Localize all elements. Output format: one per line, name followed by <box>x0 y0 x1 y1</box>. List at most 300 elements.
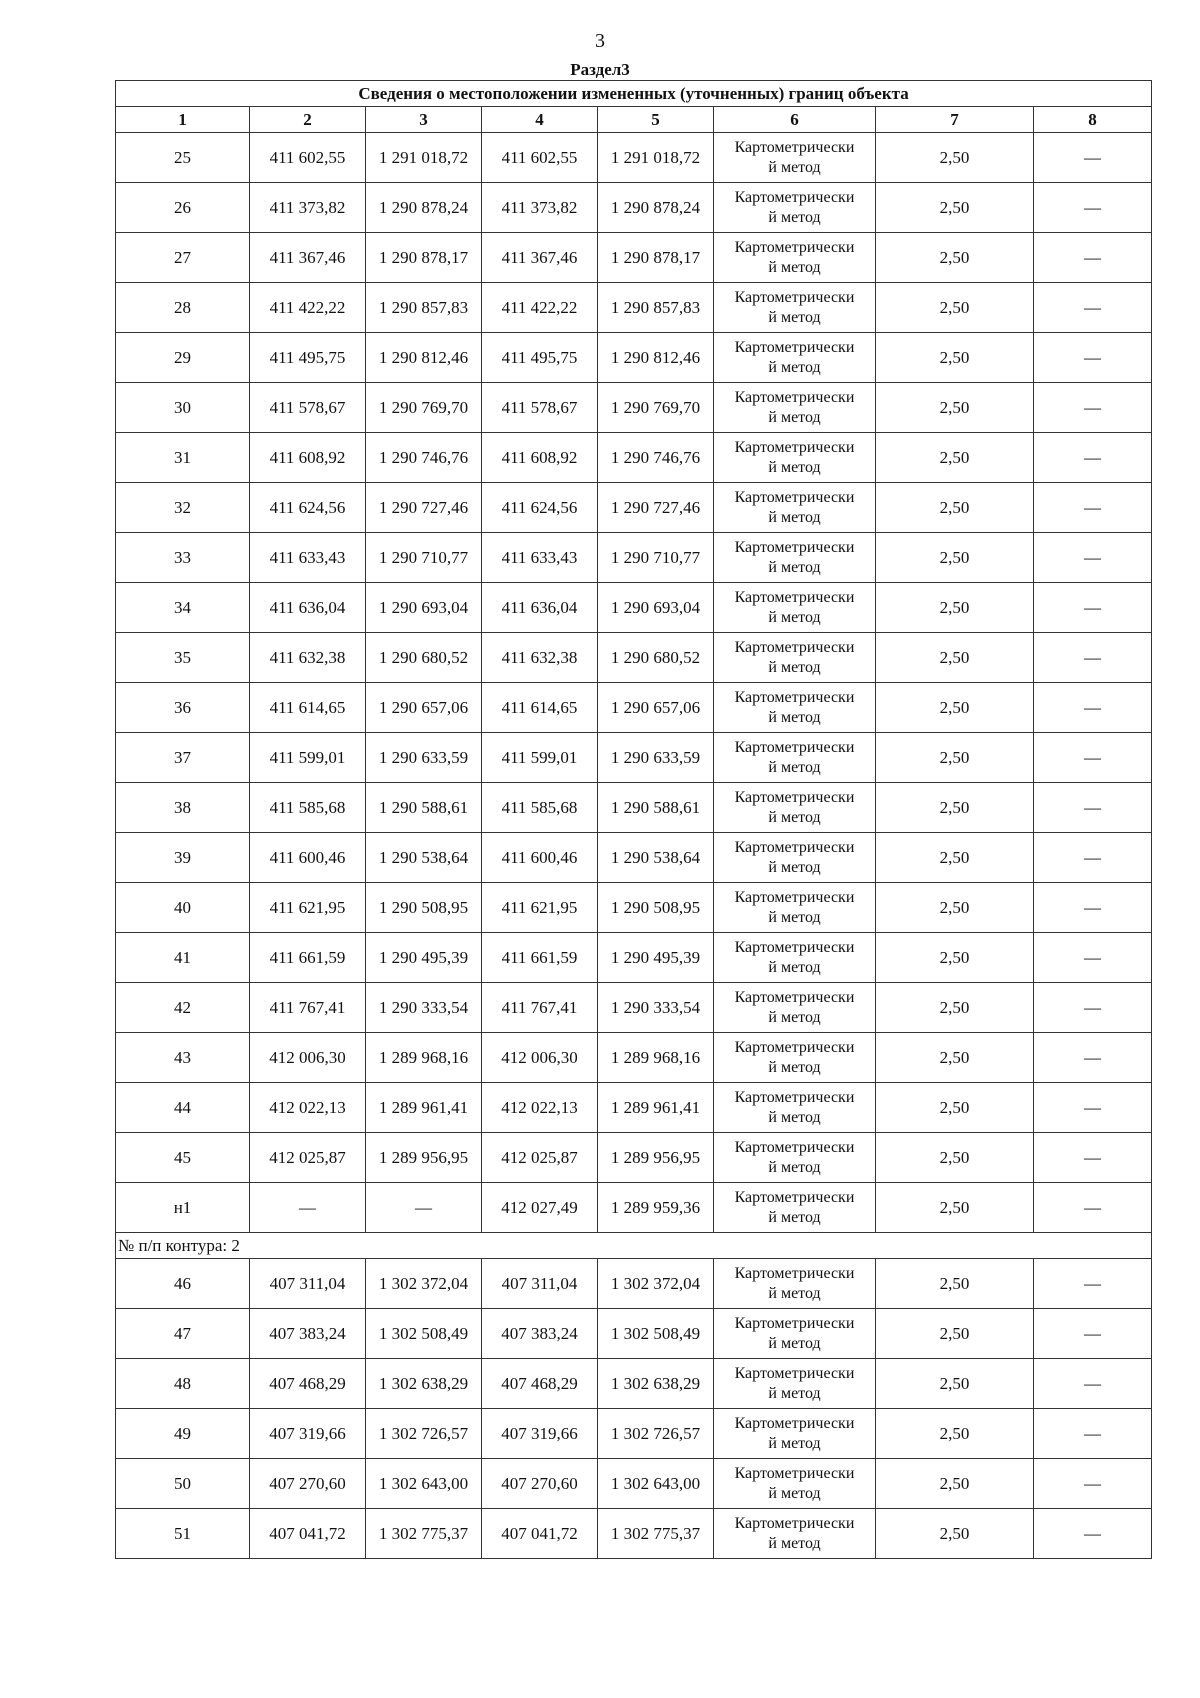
table-cell: 411 585,68 <box>250 783 366 833</box>
table-row <box>116 1183 1152 1233</box>
table-cell: 2,50 <box>876 483 1034 533</box>
method-line-2: й метод <box>768 1008 821 1026</box>
method-line-1: Картометрически <box>734 488 855 506</box>
table-cell-method <box>714 833 876 883</box>
table-cell: — <box>1034 733 1152 783</box>
table-cell: 2,50 <box>876 1359 1034 1409</box>
table-cell: 411 600,46 <box>250 833 366 883</box>
table-cell: — <box>1034 583 1152 633</box>
table-cell-method <box>714 633 876 683</box>
table-cell: 1 289 968,16 <box>366 1033 482 1083</box>
method-line-1: Картометрически <box>734 188 855 206</box>
method-line-1: Картометрически <box>734 738 855 756</box>
table-row <box>116 1459 1152 1509</box>
table-cell-method <box>714 533 876 583</box>
table-cell: 411 614,65 <box>250 683 366 733</box>
method-line-2: й метод <box>768 1484 821 1502</box>
table-cell: 1 290 878,17 <box>598 233 714 283</box>
table-cell: 1 290 727,46 <box>598 483 714 533</box>
table-cell: 411 661,59 <box>250 933 366 983</box>
table-cell: — <box>1034 1183 1152 1233</box>
table-caption: Сведения о местоположении измененных (уточненных) границ объекта <box>116 81 1152 107</box>
table-cell: 412 022,13 <box>250 1083 366 1133</box>
table-cell: 2,50 <box>876 183 1034 233</box>
table-cell: 1 290 538,64 <box>366 833 482 883</box>
method-line-1: Картометрически <box>734 388 855 406</box>
table-cell: 1 290 680,52 <box>366 633 482 683</box>
table-cell: 407 311,04 <box>482 1259 598 1309</box>
table-cell: 411 495,75 <box>482 333 598 383</box>
table-row <box>116 883 1152 933</box>
table-cell: 38 <box>116 783 250 833</box>
table-cell: 1 290 769,70 <box>366 383 482 433</box>
table-cell: 411 578,67 <box>250 383 366 433</box>
table-cell-method <box>714 233 876 283</box>
table-cell: 1 289 961,41 <box>598 1083 714 1133</box>
table-cell: 1 290 878,17 <box>366 233 482 283</box>
table-row <box>116 183 1152 233</box>
table-cell: 1 290 333,54 <box>366 983 482 1033</box>
table-cell: — <box>366 1183 482 1233</box>
table-cell: 1 290 693,04 <box>598 583 714 633</box>
table-cell-method <box>714 1409 876 1459</box>
method-line-2: й метод <box>768 1284 821 1302</box>
table-row <box>116 433 1152 483</box>
method-line-2: й метод <box>768 1158 821 1176</box>
table-cell-method <box>714 883 876 933</box>
contour-row <box>116 1233 1152 1259</box>
table-cell: 2,50 <box>876 1033 1034 1083</box>
method-line-1: Картометрически <box>734 538 855 556</box>
table-cell: 2,50 <box>876 333 1034 383</box>
section-title: Раздел3 <box>570 60 630 79</box>
contour-label: № п/п контура: 2 <box>116 1233 1152 1259</box>
table-cell: — <box>1034 1359 1152 1409</box>
table-cell: 407 468,29 <box>482 1359 598 1409</box>
table-row <box>116 333 1152 383</box>
table-cell: 36 <box>116 683 250 733</box>
table-cell: 1 302 372,04 <box>366 1259 482 1309</box>
table-cell: 411 602,55 <box>482 133 598 183</box>
table-cell: 2,50 <box>876 1183 1034 1233</box>
table-cell: 1 290 538,64 <box>598 833 714 883</box>
table-cell: 411 633,43 <box>482 533 598 583</box>
table-body <box>116 81 1152 1559</box>
table-cell: 28 <box>116 283 250 333</box>
method-line-1: Картометрически <box>734 638 855 656</box>
table-cell: — <box>1034 1259 1152 1309</box>
table-cell-method <box>714 1083 876 1133</box>
column-header: 6 <box>714 107 876 133</box>
table-cell: 407 041,72 <box>482 1509 598 1559</box>
column-header: 8 <box>1034 107 1152 133</box>
method-line-1: Картометрически <box>734 688 855 706</box>
table-cell: 1 289 956,95 <box>598 1133 714 1183</box>
table-cell: 1 302 638,29 <box>366 1359 482 1409</box>
table-cell-method <box>714 1359 876 1409</box>
table-cell: 412 027,49 <box>482 1183 598 1233</box>
table-cell: 407 270,60 <box>250 1459 366 1509</box>
table-cell: — <box>1034 433 1152 483</box>
table-cell: 26 <box>116 183 250 233</box>
table-cell-method <box>714 433 876 483</box>
table-cell: 1 289 961,41 <box>366 1083 482 1133</box>
table-cell: 45 <box>116 1133 250 1183</box>
table-cell: 2,50 <box>876 683 1034 733</box>
table-cell: 1 302 508,49 <box>366 1309 482 1359</box>
table-cell: 1 290 508,95 <box>366 883 482 933</box>
table-cell: 411 632,38 <box>482 633 598 683</box>
table-cell: 412 006,30 <box>250 1033 366 1083</box>
table-cell-method <box>714 133 876 183</box>
table-caption-row <box>116 81 1152 107</box>
table-row <box>116 983 1152 1033</box>
table-cell: 1 291 018,72 <box>598 133 714 183</box>
method-line-1: Картометрически <box>734 1464 855 1482</box>
table-row <box>116 933 1152 983</box>
table-row <box>116 1359 1152 1409</box>
table-row <box>116 683 1152 733</box>
table-cell: 1 302 775,37 <box>366 1509 482 1559</box>
table-cell-method <box>714 733 876 783</box>
method-line-2: й метод <box>768 608 821 626</box>
table-cell: 407 041,72 <box>250 1509 366 1559</box>
table-cell: 411 636,04 <box>250 583 366 633</box>
table-cell-method <box>714 483 876 533</box>
table-cell: 411 599,01 <box>482 733 598 783</box>
table-cell: 2,50 <box>876 1459 1034 1509</box>
table-cell: 35 <box>116 633 250 683</box>
method-line-1: Картометрически <box>734 1138 855 1156</box>
method-line-1: Картометрически <box>734 788 855 806</box>
method-line-2: й метод <box>768 458 821 476</box>
table-cell: 46 <box>116 1259 250 1309</box>
table-cell: 2,50 <box>876 1133 1034 1183</box>
method-line-1: Картометрически <box>734 438 855 456</box>
table-cell: 411 633,43 <box>250 533 366 583</box>
table-cell: 1 290 812,46 <box>598 333 714 383</box>
method-line-1: Картометрически <box>734 1414 855 1432</box>
table-cell: 411 495,75 <box>250 333 366 383</box>
method-line-2: й метод <box>768 358 821 376</box>
table-cell: 411 367,46 <box>482 233 598 283</box>
table-cell-method <box>714 1183 876 1233</box>
table-cell: — <box>1034 1459 1152 1509</box>
table-cell: 2,50 <box>876 1083 1034 1133</box>
table-row <box>116 133 1152 183</box>
table-cell: — <box>1034 533 1152 583</box>
table-cell-method <box>714 933 876 983</box>
table-cell: 2,50 <box>876 1309 1034 1359</box>
table-cell: 2,50 <box>876 583 1034 633</box>
method-line-1: Картометрически <box>734 1314 855 1332</box>
table-cell: — <box>1034 333 1152 383</box>
table-cell: 30 <box>116 383 250 433</box>
table-cell: 1 290 857,83 <box>598 283 714 333</box>
table-cell: 1 302 726,57 <box>598 1409 714 1459</box>
table-cell: 2,50 <box>876 283 1034 333</box>
table-cell: 1 290 588,61 <box>366 783 482 833</box>
method-line-1: Картометрически <box>734 1264 855 1282</box>
table-cell: 407 270,60 <box>482 1459 598 1509</box>
table-cell: — <box>1034 133 1152 183</box>
table-cell: 1 302 372,04 <box>598 1259 714 1309</box>
table-row <box>116 1259 1152 1309</box>
method-line-1: Картометрически <box>734 338 855 356</box>
boundary-coordinates-table <box>115 80 1152 1559</box>
method-line-1: Картометрически <box>734 1038 855 1056</box>
table-cell: 411 767,41 <box>482 983 598 1033</box>
table-cell: — <box>1034 933 1152 983</box>
table-cell: — <box>1034 283 1152 333</box>
method-line-1: Картометрически <box>734 1088 855 1106</box>
table-cell: 49 <box>116 1409 250 1459</box>
table-cell-method <box>714 1459 876 1509</box>
table-cell-method <box>714 1509 876 1559</box>
table-cell: 37 <box>116 733 250 783</box>
table-row <box>116 383 1152 433</box>
table-cell: — <box>1034 983 1152 1033</box>
table-row <box>116 1509 1152 1559</box>
table-cell: 411 621,95 <box>482 883 598 933</box>
table-cell: 1 290 633,59 <box>366 733 482 783</box>
table-cell: 411 614,65 <box>482 683 598 733</box>
column-header: 1 <box>116 107 250 133</box>
table-cell: 39 <box>116 833 250 883</box>
method-line-1: Картометрически <box>734 1364 855 1382</box>
method-line-2: й метод <box>768 708 821 726</box>
table-cell: 411 632,38 <box>250 633 366 683</box>
table-cell: 2,50 <box>876 1509 1034 1559</box>
table-cell: 1 289 968,16 <box>598 1033 714 1083</box>
table-cell: 411 422,22 <box>250 283 366 333</box>
table-cell: 407 468,29 <box>250 1359 366 1409</box>
method-line-2: й метод <box>768 858 821 876</box>
table-cell: — <box>1034 483 1152 533</box>
table-cell: 1 291 018,72 <box>366 133 482 183</box>
table-cell-method <box>714 383 876 433</box>
table-cell: — <box>1034 833 1152 883</box>
table-cell: 2,50 <box>876 883 1034 933</box>
table-row <box>116 1133 1152 1183</box>
table-cell: 2,50 <box>876 133 1034 183</box>
table-cell: 411 767,41 <box>250 983 366 1033</box>
method-line-2: й метод <box>768 208 821 226</box>
method-line-2: й метод <box>768 1384 821 1402</box>
table-cell: 27 <box>116 233 250 283</box>
table-cell: 47 <box>116 1309 250 1359</box>
table-cell: 1 290 710,77 <box>598 533 714 583</box>
table-row <box>116 1309 1152 1359</box>
table-cell: 43 <box>116 1033 250 1083</box>
method-line-2: й метод <box>768 508 821 526</box>
table-cell: 1 290 769,70 <box>598 383 714 433</box>
table-cell: — <box>1034 383 1152 433</box>
table-cell: — <box>1034 1509 1152 1559</box>
table-cell: 1 290 693,04 <box>366 583 482 633</box>
table-cell: 2,50 <box>876 1259 1034 1309</box>
table-row <box>116 283 1152 333</box>
table-cell: 411 608,92 <box>250 433 366 483</box>
table-cell: 25 <box>116 133 250 183</box>
method-line-2: й метод <box>768 158 821 176</box>
table-cell: 407 383,24 <box>482 1309 598 1359</box>
method-line-2: й метод <box>768 808 821 826</box>
table-cell: 1 290 746,76 <box>366 433 482 483</box>
method-line-2: й метод <box>768 1058 821 1076</box>
table-cell: 1 302 508,49 <box>598 1309 714 1359</box>
table-cell-method <box>714 1033 876 1083</box>
table-cell: 411 367,46 <box>250 233 366 283</box>
table-row <box>116 583 1152 633</box>
method-line-2: й метод <box>768 1334 821 1352</box>
table-cell: н1 <box>116 1183 250 1233</box>
table-cell: 40 <box>116 883 250 933</box>
table-cell-method <box>714 983 876 1033</box>
method-line-2: й метод <box>768 1208 821 1226</box>
table-cell: — <box>1034 883 1152 933</box>
table-cell: 32 <box>116 483 250 533</box>
table-cell: 1 302 775,37 <box>598 1509 714 1559</box>
table-cell: 2,50 <box>876 783 1034 833</box>
table-cell: 51 <box>116 1509 250 1559</box>
table-cell: — <box>1034 1033 1152 1083</box>
table-cell: 412 025,87 <box>250 1133 366 1183</box>
table-cell: — <box>250 1183 366 1233</box>
table-row <box>116 233 1152 283</box>
table-cell-method <box>714 183 876 233</box>
table-cell: 411 599,01 <box>250 733 366 783</box>
method-line-2: й метод <box>768 908 821 926</box>
method-line-1: Картометрически <box>734 1514 855 1532</box>
table-cell: 44 <box>116 1083 250 1133</box>
method-line-1: Картометрически <box>734 138 855 156</box>
page-number: 3 <box>595 30 605 52</box>
table-row <box>116 483 1152 533</box>
table-cell: 2,50 <box>876 383 1034 433</box>
table-cell: 2,50 <box>876 233 1034 283</box>
method-line-2: й метод <box>768 658 821 676</box>
table-row <box>116 1409 1152 1459</box>
table-cell: 1 302 643,00 <box>598 1459 714 1509</box>
table-cell: — <box>1034 1309 1152 1359</box>
table-cell-method <box>714 1259 876 1309</box>
table-cell: 1 290 657,06 <box>366 683 482 733</box>
table-row <box>116 733 1152 783</box>
table-cell: 407 383,24 <box>250 1309 366 1359</box>
table-cell: 1 290 333,54 <box>598 983 714 1033</box>
method-line-2: й метод <box>768 958 821 976</box>
table-cell: 1 302 726,57 <box>366 1409 482 1459</box>
method-line-2: й метод <box>768 1108 821 1126</box>
method-line-2: й метод <box>768 1534 821 1552</box>
column-header: 5 <box>598 107 714 133</box>
table-cell-method <box>714 1309 876 1359</box>
column-header: 3 <box>366 107 482 133</box>
table-cell: 1 290 633,59 <box>598 733 714 783</box>
table-cell: 1 290 680,52 <box>598 633 714 683</box>
table-row <box>116 1033 1152 1083</box>
table-cell: 2,50 <box>876 533 1034 583</box>
table-cell: 411 422,22 <box>482 283 598 333</box>
method-line-2: й метод <box>768 408 821 426</box>
method-line-2: й метод <box>768 558 821 576</box>
table-cell: 1 290 746,76 <box>598 433 714 483</box>
table-cell: 34 <box>116 583 250 633</box>
table-cell: 1 302 638,29 <box>598 1359 714 1409</box>
table-cell: 411 600,46 <box>482 833 598 883</box>
table-cell-method <box>714 1133 876 1183</box>
table-cell: 2,50 <box>876 433 1034 483</box>
method-line-2: й метод <box>768 1434 821 1452</box>
table-cell: 411 608,92 <box>482 433 598 483</box>
table-cell: — <box>1034 683 1152 733</box>
column-header: 7 <box>876 107 1034 133</box>
table-cell: — <box>1034 1083 1152 1133</box>
column-header: 4 <box>482 107 598 133</box>
table-cell: 1 290 878,24 <box>598 183 714 233</box>
table-cell: — <box>1034 183 1152 233</box>
table-cell: 29 <box>116 333 250 383</box>
method-line-1: Картометрически <box>734 1188 855 1206</box>
table-cell-method <box>714 333 876 383</box>
table-cell: 411 373,82 <box>482 183 598 233</box>
table-cell: 412 025,87 <box>482 1133 598 1183</box>
method-line-1: Картометрически <box>734 938 855 956</box>
table-cell: 2,50 <box>876 983 1034 1033</box>
table-cell: 33 <box>116 533 250 583</box>
table-cell-method <box>714 283 876 333</box>
table-cell: 2,50 <box>876 1409 1034 1459</box>
table-cell: 411 624,56 <box>250 483 366 533</box>
table-cell: — <box>1034 1409 1152 1459</box>
method-line-1: Картометрически <box>734 588 855 606</box>
column-header-row <box>116 107 1152 133</box>
table-cell: 412 006,30 <box>482 1033 598 1083</box>
table-cell: 411 602,55 <box>250 133 366 183</box>
table-cell: 411 578,67 <box>482 383 598 433</box>
table-cell: 1 290 727,46 <box>366 483 482 533</box>
table-cell: 1 289 956,95 <box>366 1133 482 1183</box>
table-cell: 411 621,95 <box>250 883 366 933</box>
table-cell: 411 624,56 <box>482 483 598 533</box>
table-cell: 1 290 657,06 <box>598 683 714 733</box>
table-cell: 2,50 <box>876 933 1034 983</box>
table-cell: 407 319,66 <box>482 1409 598 1459</box>
table-cell: 407 311,04 <box>250 1259 366 1309</box>
column-header: 2 <box>250 107 366 133</box>
table-cell: 1 290 878,24 <box>366 183 482 233</box>
method-line-1: Картометрически <box>734 988 855 1006</box>
method-line-1: Картометрически <box>734 238 855 256</box>
table-cell: 41 <box>116 933 250 983</box>
table-cell: — <box>1034 633 1152 683</box>
method-line-2: й метод <box>768 258 821 276</box>
table-cell: — <box>1034 1133 1152 1183</box>
table-cell-method <box>714 783 876 833</box>
table-cell: 407 319,66 <box>250 1409 366 1459</box>
method-line-1: Картометрически <box>734 888 855 906</box>
table-cell: 411 661,59 <box>482 933 598 983</box>
method-line-2: й метод <box>768 308 821 326</box>
table-cell: 2,50 <box>876 833 1034 883</box>
table-cell: 1 290 495,39 <box>598 933 714 983</box>
table-cell: 42 <box>116 983 250 1033</box>
table-cell: 50 <box>116 1459 250 1509</box>
method-line-1: Картометрически <box>734 288 855 306</box>
table-cell: 412 022,13 <box>482 1083 598 1133</box>
method-line-2: й метод <box>768 758 821 776</box>
